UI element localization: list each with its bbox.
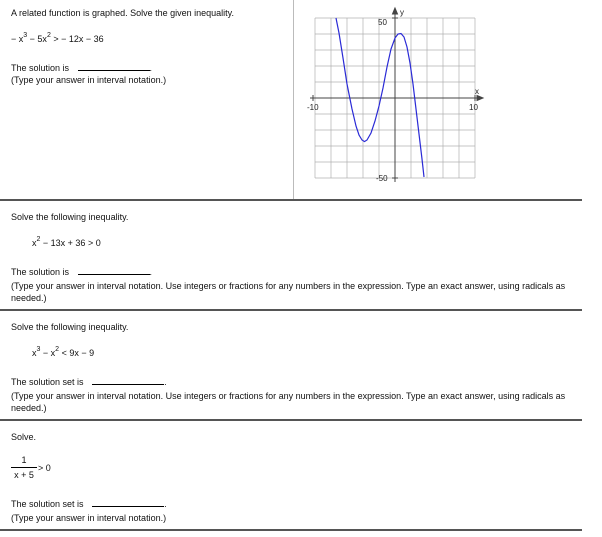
function-graph [300,4,500,194]
graph-y-top-label: 50 [378,18,387,27]
problem4-inequality [11,455,91,485]
problem1-answer-field[interactable] [78,61,150,71]
problem3-instruction: Solve the following inequality. [11,322,129,332]
separator-3 [0,419,582,421]
problem4-hint: (Type your answer in interval notation.) [11,513,167,523]
fraction-bar [11,467,37,468]
problem4-solution-row: The solution set is . [11,499,167,509]
problem2-inequality: $x^2 - 13x + 36 > 0$ [32,236,101,248]
problem3-hint: (Type your answer in interval notation. Use integers or fractions for any numbers in the expression. Type an exact answer, using radicals as needed.) [11,391,566,413]
problem1-solution-label: The solution is [11,63,70,73]
graph-x-left-label: -10 [307,103,319,112]
problem1-inequality: − $x^3 - 5x^2$ > − 12x − 36 [11,32,104,44]
problem4-solution-label: The solution set is [11,499,84,509]
problem3-inequality: $x^3 - x^2 < 9x - 9$ [32,346,95,358]
problem4-relation: > 0 [38,463,51,473]
problem4-numerator: 1 [21,455,27,465]
separator-4 [0,529,582,531]
graph-x-right-label: 10 [469,103,478,112]
graph-y-axis-label: y [400,8,404,17]
problem4-answer-field[interactable] [92,497,164,507]
problem2-answer-field[interactable] [78,265,150,275]
problem1-solution-row: The solution is . [11,63,153,73]
problem2-solution-label: The solution is [11,267,70,277]
separator-1 [0,199,582,201]
separator-2 [0,309,582,311]
problem2-instruction: Solve the following inequality. [11,212,129,222]
problem1-hint: (Type your answer in interval notation.) [11,75,167,85]
problem4-denominator: x + 5 [14,470,34,480]
problem1-instruction: A related function is graphed. Solve the given inequality. [11,8,234,18]
problem2-solution-row: The solution is . [11,267,153,277]
problem2-hint: (Type your answer in interval notation. Use integers or fractions for any numbers in the expression. Type an exact answer, using radicals as needed.) [11,281,566,303]
problem4-instruction: Solve. [11,432,37,442]
problem3-solution-label: The solution set is [11,377,84,387]
graph-x-axis-label: x [475,87,479,96]
problem3-answer-field[interactable] [92,375,164,385]
vertical-divider [293,0,294,199]
problem3-solution-row: The solution set is . [11,377,167,387]
graph-y-bottom-label: -50 [376,174,388,183]
